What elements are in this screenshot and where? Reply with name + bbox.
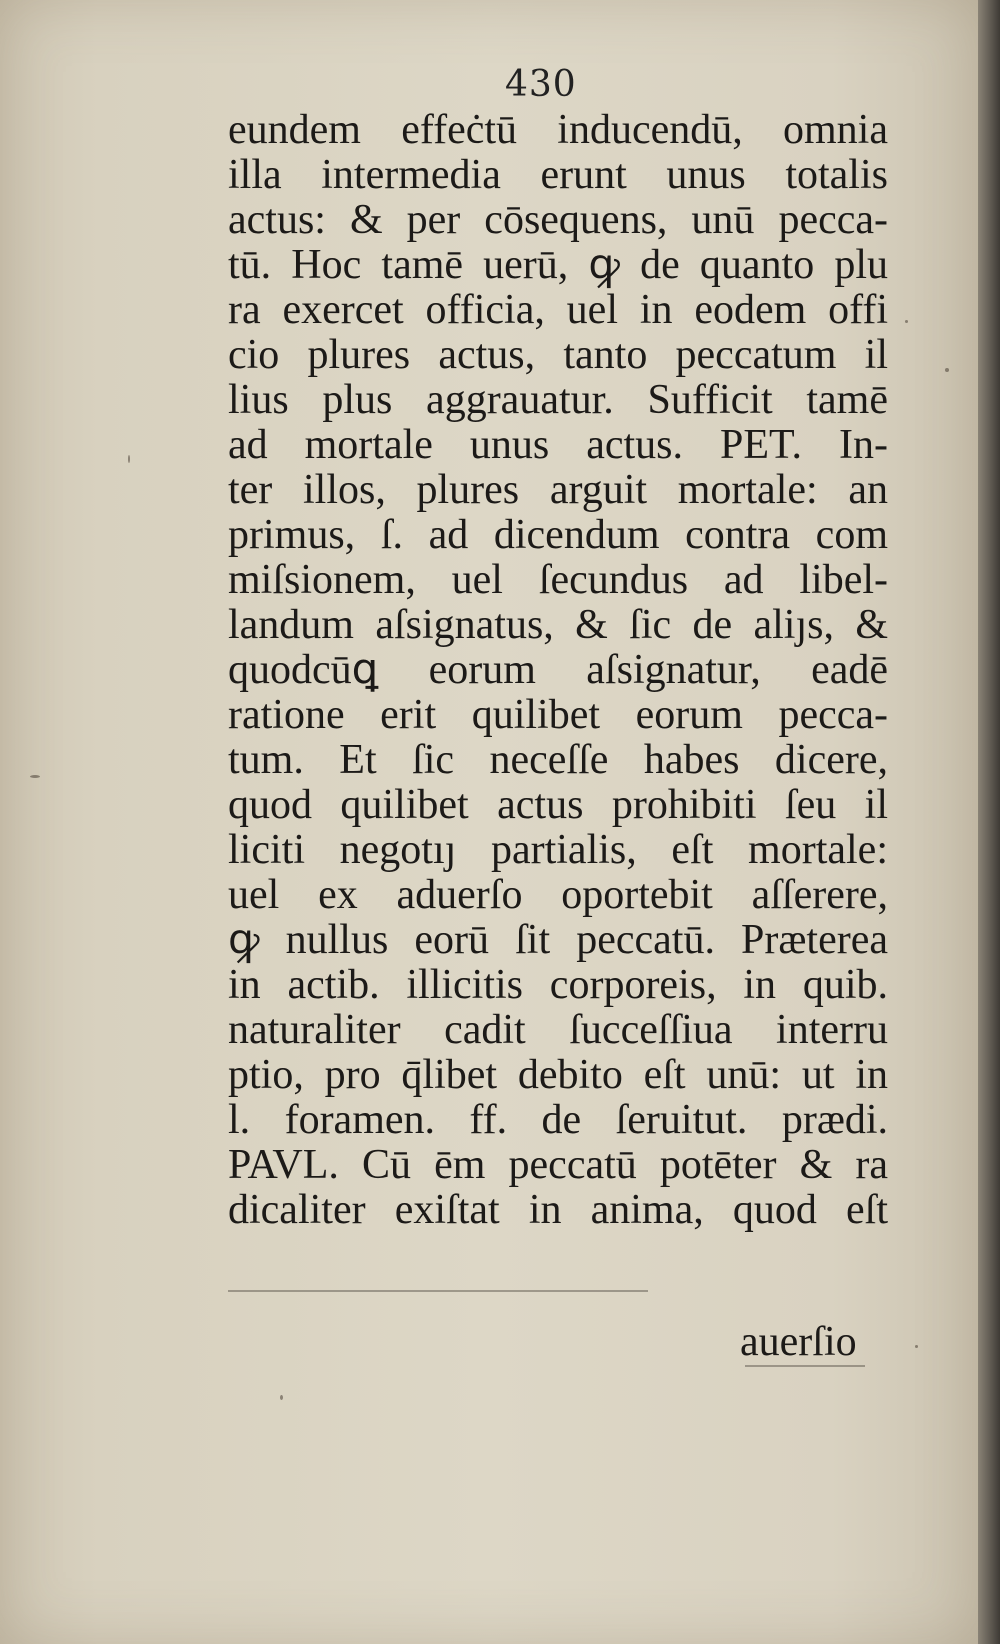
text-line: PAVL. Cū ēm peccatū potēter & ra	[228, 1142, 888, 1188]
text-line: cio plures actus, tanto peccatum il	[228, 332, 888, 378]
paper-speck	[280, 1395, 283, 1400]
faint-rule	[228, 1290, 648, 1292]
text-line: quod quilibet actus prohibiti ſeu il	[228, 782, 888, 828]
text-line: ad mortale unus actus. PET. In-	[228, 422, 888, 468]
text-line: actus: & per cōsequens, unū pecca-	[228, 197, 888, 243]
text-line: eundem effeċtū inducendū, omnia	[228, 107, 888, 153]
text-line: ꝙ nullus eorū ſit peccatū. Præterea	[228, 917, 888, 963]
text-line: landum aſsignatus, & ſic de aliȷs, &	[228, 602, 888, 648]
text-line: illa intermedia erunt unus totalis	[228, 152, 888, 198]
text-line: tum. Et ſic neceſſe habes dicere,	[228, 737, 888, 783]
text-line: uel ex aduerſo oportebit aſſerere,	[228, 872, 888, 918]
catchword: auerſio	[740, 1319, 857, 1365]
text-line: lius plus aggrauatur. Sufficit tamē	[228, 377, 888, 423]
text-line: l. foramen. ff. de ſeruitut. prædi.	[228, 1097, 888, 1143]
paper-speck	[905, 320, 908, 323]
text-line: in actib. illicitis corporeis, in quib.	[228, 962, 888, 1008]
text-line: dicaliter exiſtat in anima, quod eſt	[228, 1187, 888, 1233]
book-gutter-edge	[978, 0, 1000, 1644]
text-line: quodcūꝗ eorum aſsignatur, eadē	[228, 647, 888, 693]
text-line: liciti negotıȷ partialis, eſt mortale:	[228, 827, 888, 873]
body-text	[228, 108, 888, 1233]
text-line: ptio, pro q̄libet debito eſt unū: ut in	[228, 1052, 888, 1098]
text-line: ra exercet officia, uel in eodem offi	[228, 287, 888, 333]
text-line: miſsionem, uel ſecundus ad libel-	[228, 557, 888, 603]
text-line: naturaliter cadit ſucceſſiua interru	[228, 1007, 888, 1053]
paper-speck	[945, 368, 949, 372]
text-line: primus, ſ. ad dicendum contra com	[228, 512, 888, 558]
text-line: ter illos, plures arguit mortale: an	[228, 467, 888, 513]
page-number: 430	[505, 64, 577, 105]
text-line: ratione erit quilibet eorum pecca-	[228, 692, 888, 738]
paper-speck	[30, 775, 40, 778]
paper-speck	[915, 1345, 918, 1348]
text-line: tū. Hoc tamē uerū, ꝙ de quanto plu	[228, 242, 888, 288]
catchword-rule	[745, 1365, 865, 1367]
paper-speck	[128, 455, 130, 463]
